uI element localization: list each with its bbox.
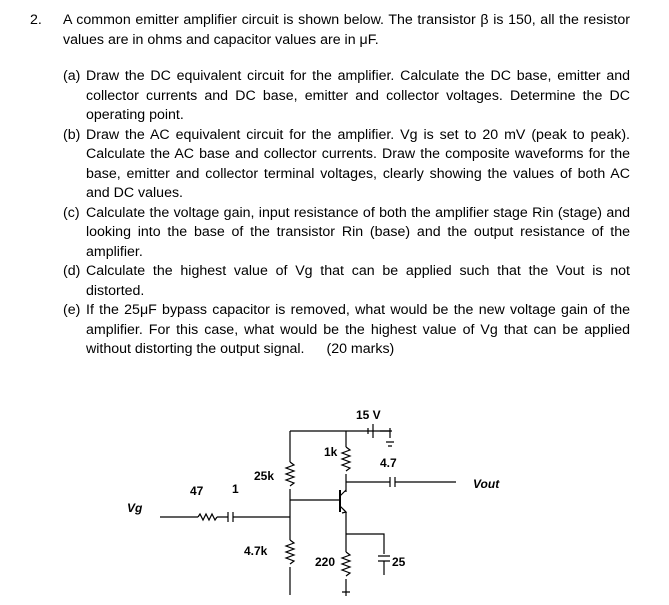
part-label: (b): [63, 126, 81, 143]
part-label: (d): [63, 263, 81, 279]
r2-label: 4.7k: [244, 544, 268, 558]
re-label: 220: [315, 555, 336, 569]
ce-label: 25: [392, 555, 406, 569]
rg-resistor: [198, 514, 217, 520]
re-resistor: [342, 552, 350, 576]
part-e-body: If the 25μF bypass capacitor is removed, what would be the new voltage gain of the amplifier. For this case, what would be the highest value of Vg that can be applied without distorting the output signal.: [86, 302, 630, 357]
vg-label: Vg: [127, 501, 143, 515]
input-capacitor: [217, 512, 290, 522]
part-label: (c): [63, 204, 80, 221]
rc-label: 1k: [324, 445, 338, 459]
rc-resistor: [342, 447, 350, 471]
part-label: (a): [63, 68, 81, 84]
part-label: (e): [63, 302, 81, 318]
r1-resistor: [286, 462, 294, 486]
part-text: Calculate the highest value of Vg that can be applied such that the Vout is not distorted.: [86, 263, 630, 299]
part-text: Draw the DC equivalent circuit for the amplifier. Calculate the DC base, emitter and collector currents and DC base, emitter and collector voltages. Determine the DC operating point.: [86, 68, 630, 123]
r2-resistor: [286, 540, 294, 564]
part-text: Draw the AC equivalent circuit for the amplifier. Vg is set to 20 mV (peak to peak). Calculate the AC base and collector currents. Draw the composite waveforms for the base, emitter and collector terminal voltages, clearly showing the values of both AC and DC values.: [86, 126, 630, 201]
output-capacitor: [346, 477, 456, 487]
cin-label: 1: [232, 482, 239, 496]
question-number: 2.: [30, 12, 42, 28]
cout-label: 4.7: [380, 456, 397, 470]
bypass-wire: [346, 534, 384, 554]
vout-label: Vout: [473, 477, 500, 491]
re-ground: [342, 579, 350, 596]
supply-label: 15 V: [356, 408, 381, 422]
r1-label: 25k: [254, 469, 275, 483]
part-text: Calculate the voltage gain, input resistance of both the amplifier stage Rin (stage) and looking into the base of the transistor Rin (base) and the output resistance of the amplifier.: [86, 204, 630, 260]
question-intro: A common emitter amplifier circuit is shown below. The transistor β is 150, all the resistor values are in ohms and capacitor values are in μF.: [63, 12, 630, 48]
rg-label: 47: [190, 484, 204, 498]
supply-source-symbol: [368, 424, 394, 446]
bypass-capacitor: [378, 556, 390, 575]
marks-label: (20 marks): [326, 341, 395, 357]
